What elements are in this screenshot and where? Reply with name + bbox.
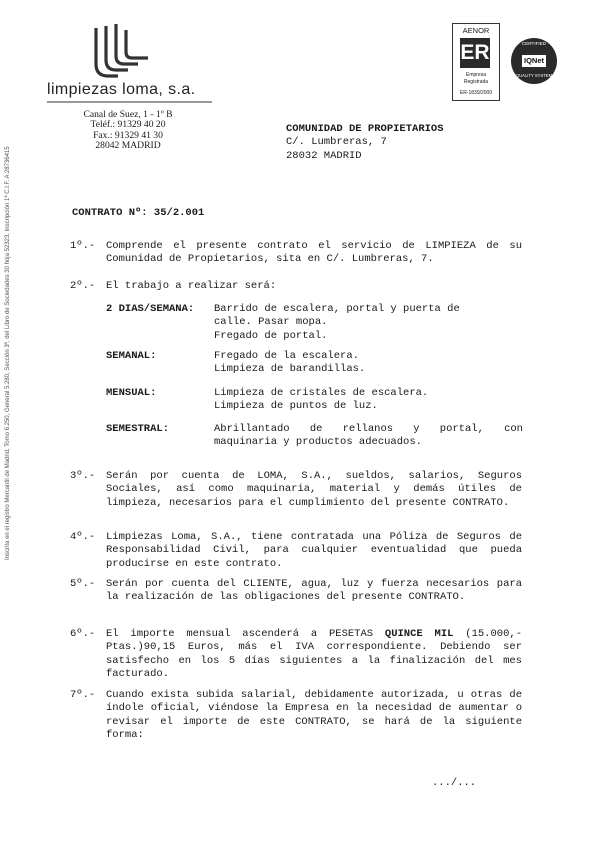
company-address (73, 110, 183, 152)
task-frequency: SEMANAL: (106, 350, 157, 362)
clause-text-part: (15.000,- Ptas.)90,15 Euros, más el IVA correspondiente. Debiendo ser satisfecho en los 5 días siguientes a la finalización del mes facturado. (106, 628, 522, 681)
task-line: maquinaria y productos adecuados. (214, 436, 422, 449)
task-description (214, 303, 523, 343)
clause-text: Limpiezas Loma, S.A., tiene contratada una Póliza de Seguros de Responsabilidad Civil, para cualquier eventualidad que pueda producirse en este contrato. (106, 531, 522, 570)
task-line: Barrido de escalera, portal y puerta de (214, 303, 460, 315)
address-line: Canal de Suez, 1 - 1º B (83, 109, 173, 120)
address-line: Fax.: 91329 41 30 (93, 129, 163, 141)
aenor-reg-number: ER-1839/2000 (459, 90, 493, 96)
iqnet-certificate-seal (511, 38, 557, 84)
task-description (214, 387, 523, 414)
aenor-certificate-badge (452, 23, 500, 101)
aenor-label: AENOR (462, 26, 490, 35)
clause-number: 2º.- (70, 280, 96, 292)
task-line: Abrillantado de rellanos y portal, con (214, 423, 523, 435)
continuation-marker: .../... (432, 777, 477, 789)
clause-number: 5º.- (70, 578, 96, 590)
clause-number: 4º.- (70, 531, 96, 543)
aenor-er-mark: ER (460, 38, 490, 68)
recipient-title: COMUNIDAD DE PROPIETARIOS (286, 123, 444, 135)
task-line: Limpieza de puntos de luz. (214, 400, 378, 413)
clause-number: 6º.- (70, 628, 96, 640)
clause-text (106, 628, 522, 682)
iqnet-ring-top: CERTIFIED (521, 41, 547, 46)
iqnet-ring-bottom: QUALITY SYSTEM (515, 73, 553, 78)
task-description (214, 350, 523, 377)
company-logo (92, 24, 150, 80)
aenor-text: Registrada (463, 79, 489, 85)
task-line: Limpieza de cristales de escalera. (214, 387, 429, 399)
iqnet-label: IQNet (523, 56, 544, 65)
recipient-street: C/. Lumbreras, 7 (286, 136, 387, 149)
address-line: Teléf.: 91329 40 20 (90, 119, 166, 131)
amount-words: QUINCE MIL (384, 628, 454, 640)
company-underline (47, 101, 212, 104)
task-line: Limpieza de barandillas. (214, 363, 366, 376)
clause-number: 1º.- (70, 240, 96, 252)
company-name: limpiezas loma, s.a. (47, 81, 196, 98)
registry-note: Inscrita en el registro Mercantil de Madrid, Tomo 6.250, General 5.280, Sección 3ª, del Libro de Sociedades 30 hoja 52323, Inscripción 1ª C.I.F. A 28736415 (5, 146, 11, 560)
clause-text-part: El importe mensual ascenderá a PESETAS (106, 628, 385, 640)
clause-text: Serán por cuenta del CLIENTE, agua, luz y fuerza necesarios para la realización de las obligaciones del presente CONTRATO. (106, 578, 522, 604)
task-frequency: MENSUAL: (106, 387, 157, 399)
clause-number: 7º.- (70, 689, 96, 701)
clause-number: 3º.- (70, 470, 96, 482)
task-line: Fregado de portal. (214, 329, 328, 342)
clause-text: Cuando exista subida salarial, debidamente autorizada, u otras de índole oficial, viéndose la Empresa en la necesidad de aumentar o revisar el importe de este CONTRATO, se hará de la siguiente forma: (106, 689, 522, 742)
clause-text: Comprende el presente contrato el servicio de LIMPIEZA de su Comunidad de Propietarios, sita en C/. Lumbreras, 7. (106, 240, 522, 266)
clause-text: El trabajo a realizar será: (106, 280, 277, 292)
address-line: 28042 MADRID (95, 140, 161, 152)
task-line: calle. Pasar mopa. (214, 316, 328, 329)
recipient-city: 28032 MADRID (286, 149, 362, 162)
task-line: Fregado de la escalera. (214, 350, 359, 362)
task-frequency: 2 DIAS/SEMANA: (106, 303, 195, 315)
aenor-text: Empresa (465, 72, 486, 78)
task-description (214, 423, 523, 450)
task-frequency: SEMESTRAL: (106, 423, 170, 435)
clause-text: Serán por cuenta de LOMA, S.A., sueldos, salarios, Seguros Sociales, así como maquinaria, material y demás útiles de limpieza, necesarios para el cumplimiento del presente CONTRATO. (106, 470, 522, 509)
contract-number: CONTRATO Nº: 35/2.001 (72, 207, 205, 219)
recipient-address (286, 123, 444, 163)
